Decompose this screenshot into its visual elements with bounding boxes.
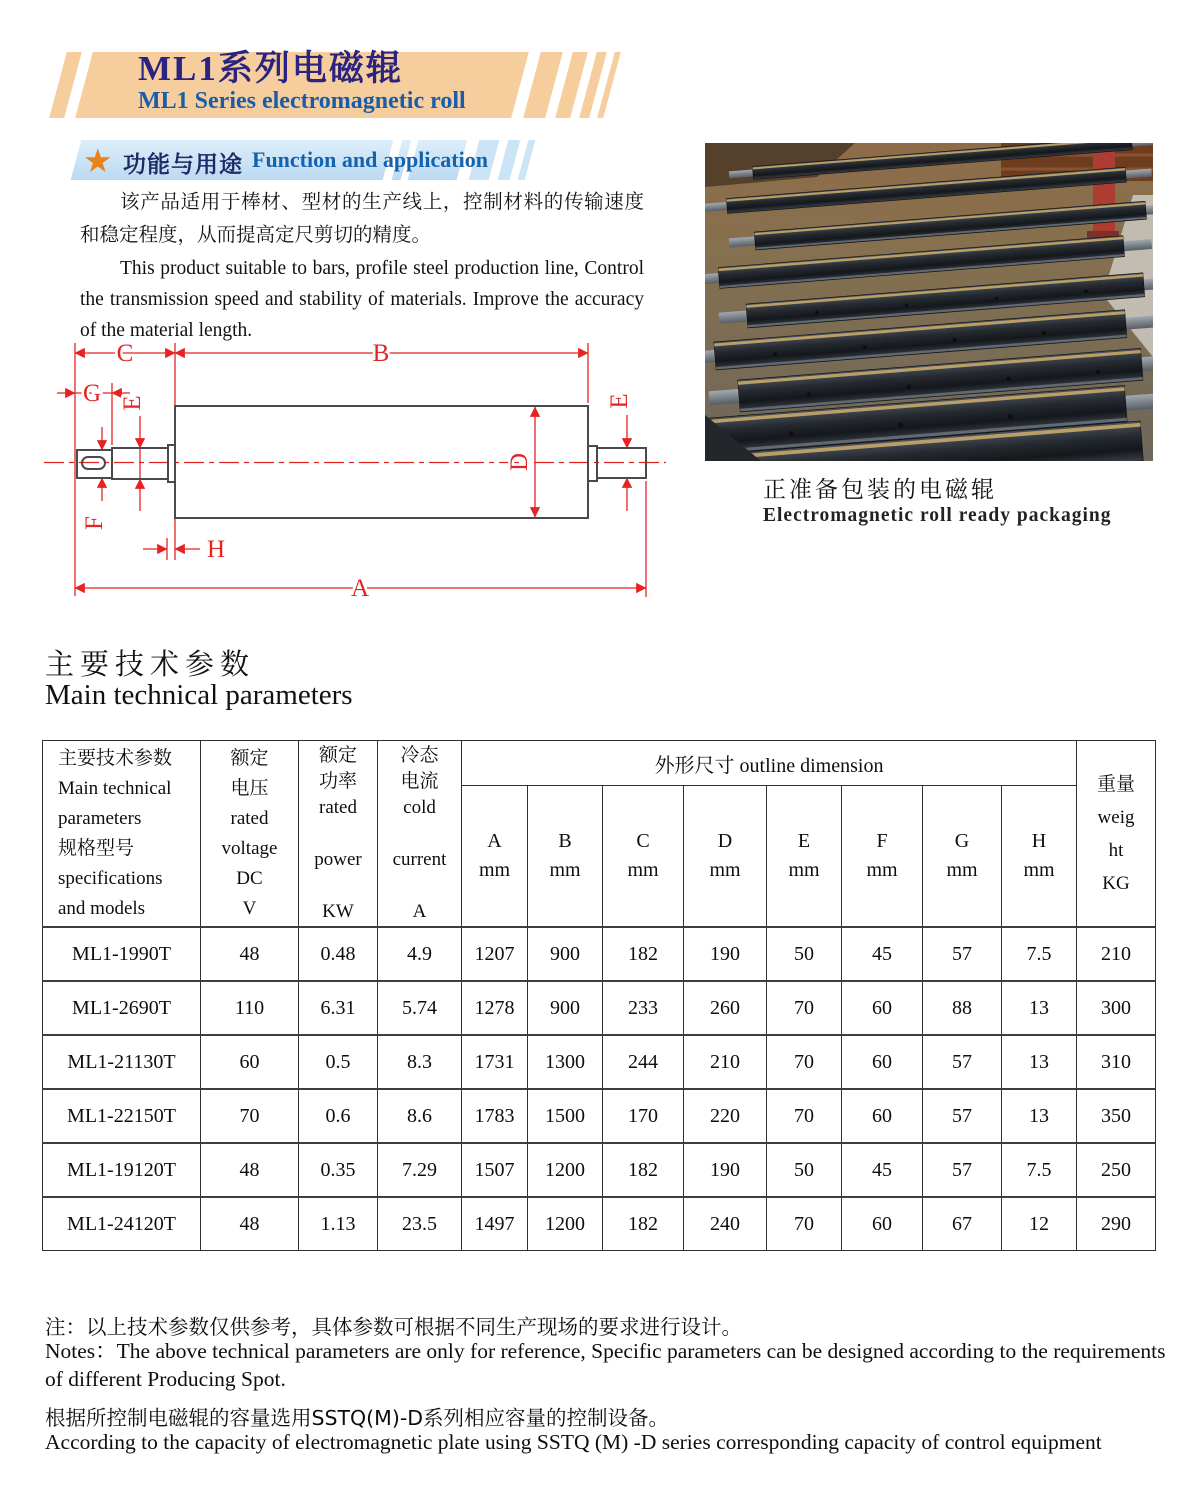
dim-label-e-left: E [119, 395, 146, 411]
cell-D: 210 [684, 1035, 767, 1089]
photo-caption-en: Electromagnetic roll ready packaging [763, 505, 1112, 526]
cell-B: 1300 [528, 1035, 603, 1089]
cell-weight: 290 [1077, 1197, 1156, 1251]
cell-weight: 250 [1077, 1143, 1156, 1197]
cell-B: 1200 [528, 1197, 603, 1251]
cell-B: 1200 [528, 1143, 603, 1197]
cell-weight: 310 [1077, 1035, 1156, 1089]
cell-E: 70 [767, 1089, 842, 1143]
cell-E: 70 [767, 1197, 842, 1251]
description-en: This product suitable to bars, profile steel production line, Control the transmission speed and stability of materials. Improve the accuracy of the material length. [80, 258, 644, 341]
page-title-cn: ML1系列电磁辊 [138, 49, 403, 88]
cell-C: 182 [603, 1197, 684, 1251]
dimension-labels [81, 340, 633, 602]
cell-current: 4.9 [378, 927, 462, 981]
cell-A: 1278 [462, 981, 528, 1035]
description-cn: 该产品适用于棒材、型材的生产线上，控制材料的传输速度和稳定程度，从而提高定尺剪切的精度。 [80, 192, 644, 246]
header-outline-dimension: 外形尺寸 outline dimension [462, 741, 1077, 786]
cell-A: 1497 [462, 1197, 528, 1251]
cell-current: 8.3 [378, 1035, 462, 1089]
cell-D: 240 [684, 1197, 767, 1251]
cell-A: 1783 [462, 1089, 528, 1143]
cell-F: 60 [842, 1035, 923, 1089]
dim-label-h: H [206, 536, 226, 563]
cell-H: 13 [1002, 981, 1077, 1035]
cell-H: 7.5 [1002, 1143, 1077, 1197]
params-heading-cn: 主要技术参数 [45, 647, 256, 681]
cell-H: 13 [1002, 1089, 1077, 1143]
photo-caption-cn: 正准备包装的电磁辊 [763, 477, 997, 503]
dim-label-a: A [350, 575, 370, 602]
cell-B: 900 [528, 981, 603, 1035]
cell-power: 6.31 [299, 981, 378, 1035]
cell-weight: 210 [1077, 927, 1156, 981]
band-stripe [518, 140, 536, 180]
banner-text [138, 50, 558, 114]
cell-current: 23.5 [378, 1197, 462, 1251]
cell-G: 57 [923, 1143, 1002, 1197]
cell-C: 170 [603, 1089, 684, 1143]
table-row [43, 1197, 1156, 1251]
cell-power: 1.13 [299, 1197, 378, 1251]
dim-label-g: G [82, 380, 102, 407]
function-heading-en: Function and application [252, 147, 488, 172]
header-dim-e: E mm [767, 786, 842, 928]
cell-E: 70 [767, 1035, 842, 1089]
cell-F: 45 [842, 1143, 923, 1197]
selection-note-cn: 根据所控制电磁辊的容量选用SSTQ(M)-D系列相应容量的控制设备。 [45, 1406, 670, 1430]
dimension-diagram [40, 333, 688, 625]
cell-voltage: 48 [201, 927, 299, 981]
product-photo [705, 143, 1153, 461]
header-current: 冷态 电流 cold current A [378, 741, 462, 928]
selection-note-en: According to the capacity of electromagnetic plate using SSTQ (M) -D series corresponding capacity of control equipment [45, 1430, 1102, 1454]
cell-voltage: 48 [201, 1197, 299, 1251]
cell-C: 244 [603, 1035, 684, 1089]
cell-F: 45 [842, 927, 923, 981]
cell-weight: 350 [1077, 1089, 1156, 1143]
cell-C: 182 [603, 1143, 684, 1197]
cell-model: ML1-19120T [43, 1143, 201, 1197]
cell-G: 88 [923, 981, 1002, 1035]
table-row [43, 1143, 1156, 1197]
cell-power: 0.6 [299, 1089, 378, 1143]
cell-model: ML1-21130T [43, 1035, 201, 1089]
cell-A: 1731 [462, 1035, 528, 1089]
cell-H: 12 [1002, 1197, 1077, 1251]
header-voltage: 额定 电压 rated voltage DC V [201, 741, 299, 928]
dim-label-e-right: E [606, 393, 633, 409]
cell-D: 220 [684, 1089, 767, 1143]
cell-A: 1507 [462, 1143, 528, 1197]
cell-D: 260 [684, 981, 767, 1035]
cell-F: 60 [842, 981, 923, 1035]
cell-H: 13 [1002, 1035, 1077, 1089]
cell-model: ML1-2690T [43, 981, 201, 1035]
table-row [43, 1035, 1156, 1089]
cell-model: ML1-24120T [43, 1197, 201, 1251]
cell-voltage: 110 [201, 981, 299, 1035]
cell-power: 0.5 [299, 1035, 378, 1089]
page-title-en: ML1 Series electromagnetic roll [138, 88, 466, 114]
dimension-lines [44, 343, 666, 597]
cell-power: 0.35 [299, 1143, 378, 1197]
cell-current: 5.74 [378, 981, 462, 1035]
cell-G: 57 [923, 1089, 1002, 1143]
header-dim-g: G mm [923, 786, 1002, 928]
cell-F: 60 [842, 1089, 923, 1143]
cell-D: 190 [684, 1143, 767, 1197]
dim-label-d: D [506, 452, 533, 472]
header-model: 主要技术参数 Main technical parameters 规格型号 specifications and models [43, 741, 201, 928]
header-weight: 重量 weig ht KG [1077, 741, 1156, 928]
header-dim-f: F mm [842, 786, 923, 928]
header-dim-d: D mm [684, 786, 767, 928]
cell-weight: 300 [1077, 981, 1156, 1035]
dim-label-b: B [372, 340, 390, 367]
spec-table [42, 740, 1156, 1251]
cell-current: 8.6 [378, 1089, 462, 1143]
params-heading-en: Main technical parameters [45, 679, 353, 711]
cell-power: 0.48 [299, 927, 378, 981]
cell-voltage: 48 [201, 1143, 299, 1197]
table-row [43, 927, 1156, 981]
header-dim-a: A mm [462, 786, 528, 928]
table-row [43, 981, 1156, 1035]
cell-G: 57 [923, 927, 1002, 981]
cell-voltage: 70 [201, 1089, 299, 1143]
cell-G: 67 [923, 1197, 1002, 1251]
cell-D: 190 [684, 927, 767, 981]
star-icon: ★ [83, 141, 113, 180]
spec-table-body [43, 927, 1156, 1251]
cell-B: 1500 [528, 1089, 603, 1143]
header-dim-b: B mm [528, 786, 603, 928]
dim-label-c: C [116, 340, 134, 367]
cell-G: 57 [923, 1035, 1002, 1089]
cell-A: 1207 [462, 927, 528, 981]
cell-C: 233 [603, 981, 684, 1035]
cell-E: 50 [767, 927, 842, 981]
note-cn: 注：以上技术参数仅供参考，具体参数可根据不同生产现场的要求进行设计。 [45, 1315, 742, 1339]
cell-E: 50 [767, 1143, 842, 1197]
header-dim-c: C mm [603, 786, 684, 928]
dim-label-f: F [81, 516, 108, 530]
cell-F: 60 [842, 1197, 923, 1251]
cell-current: 7.29 [378, 1143, 462, 1197]
cell-voltage: 60 [201, 1035, 299, 1089]
cell-H: 7.5 [1002, 927, 1077, 981]
header-power: 额定 功率 rated power KW [299, 741, 378, 928]
note-en: Notes：The above technical parameters are only for reference, Specific parameters can be designed according to the requirements of different Producing Spot. [45, 1339, 1166, 1391]
cell-model: ML1-1990T [43, 927, 201, 981]
header-dim-h: H mm [1002, 786, 1077, 928]
cell-C: 182 [603, 927, 684, 981]
cell-B: 900 [528, 927, 603, 981]
function-heading-cn: 功能与用途 [123, 152, 243, 178]
cell-model: ML1-22150T [43, 1089, 201, 1143]
cell-E: 70 [767, 981, 842, 1035]
spec-table-head [43, 741, 1156, 928]
band-stripe [498, 140, 521, 180]
table-row [43, 1089, 1156, 1143]
